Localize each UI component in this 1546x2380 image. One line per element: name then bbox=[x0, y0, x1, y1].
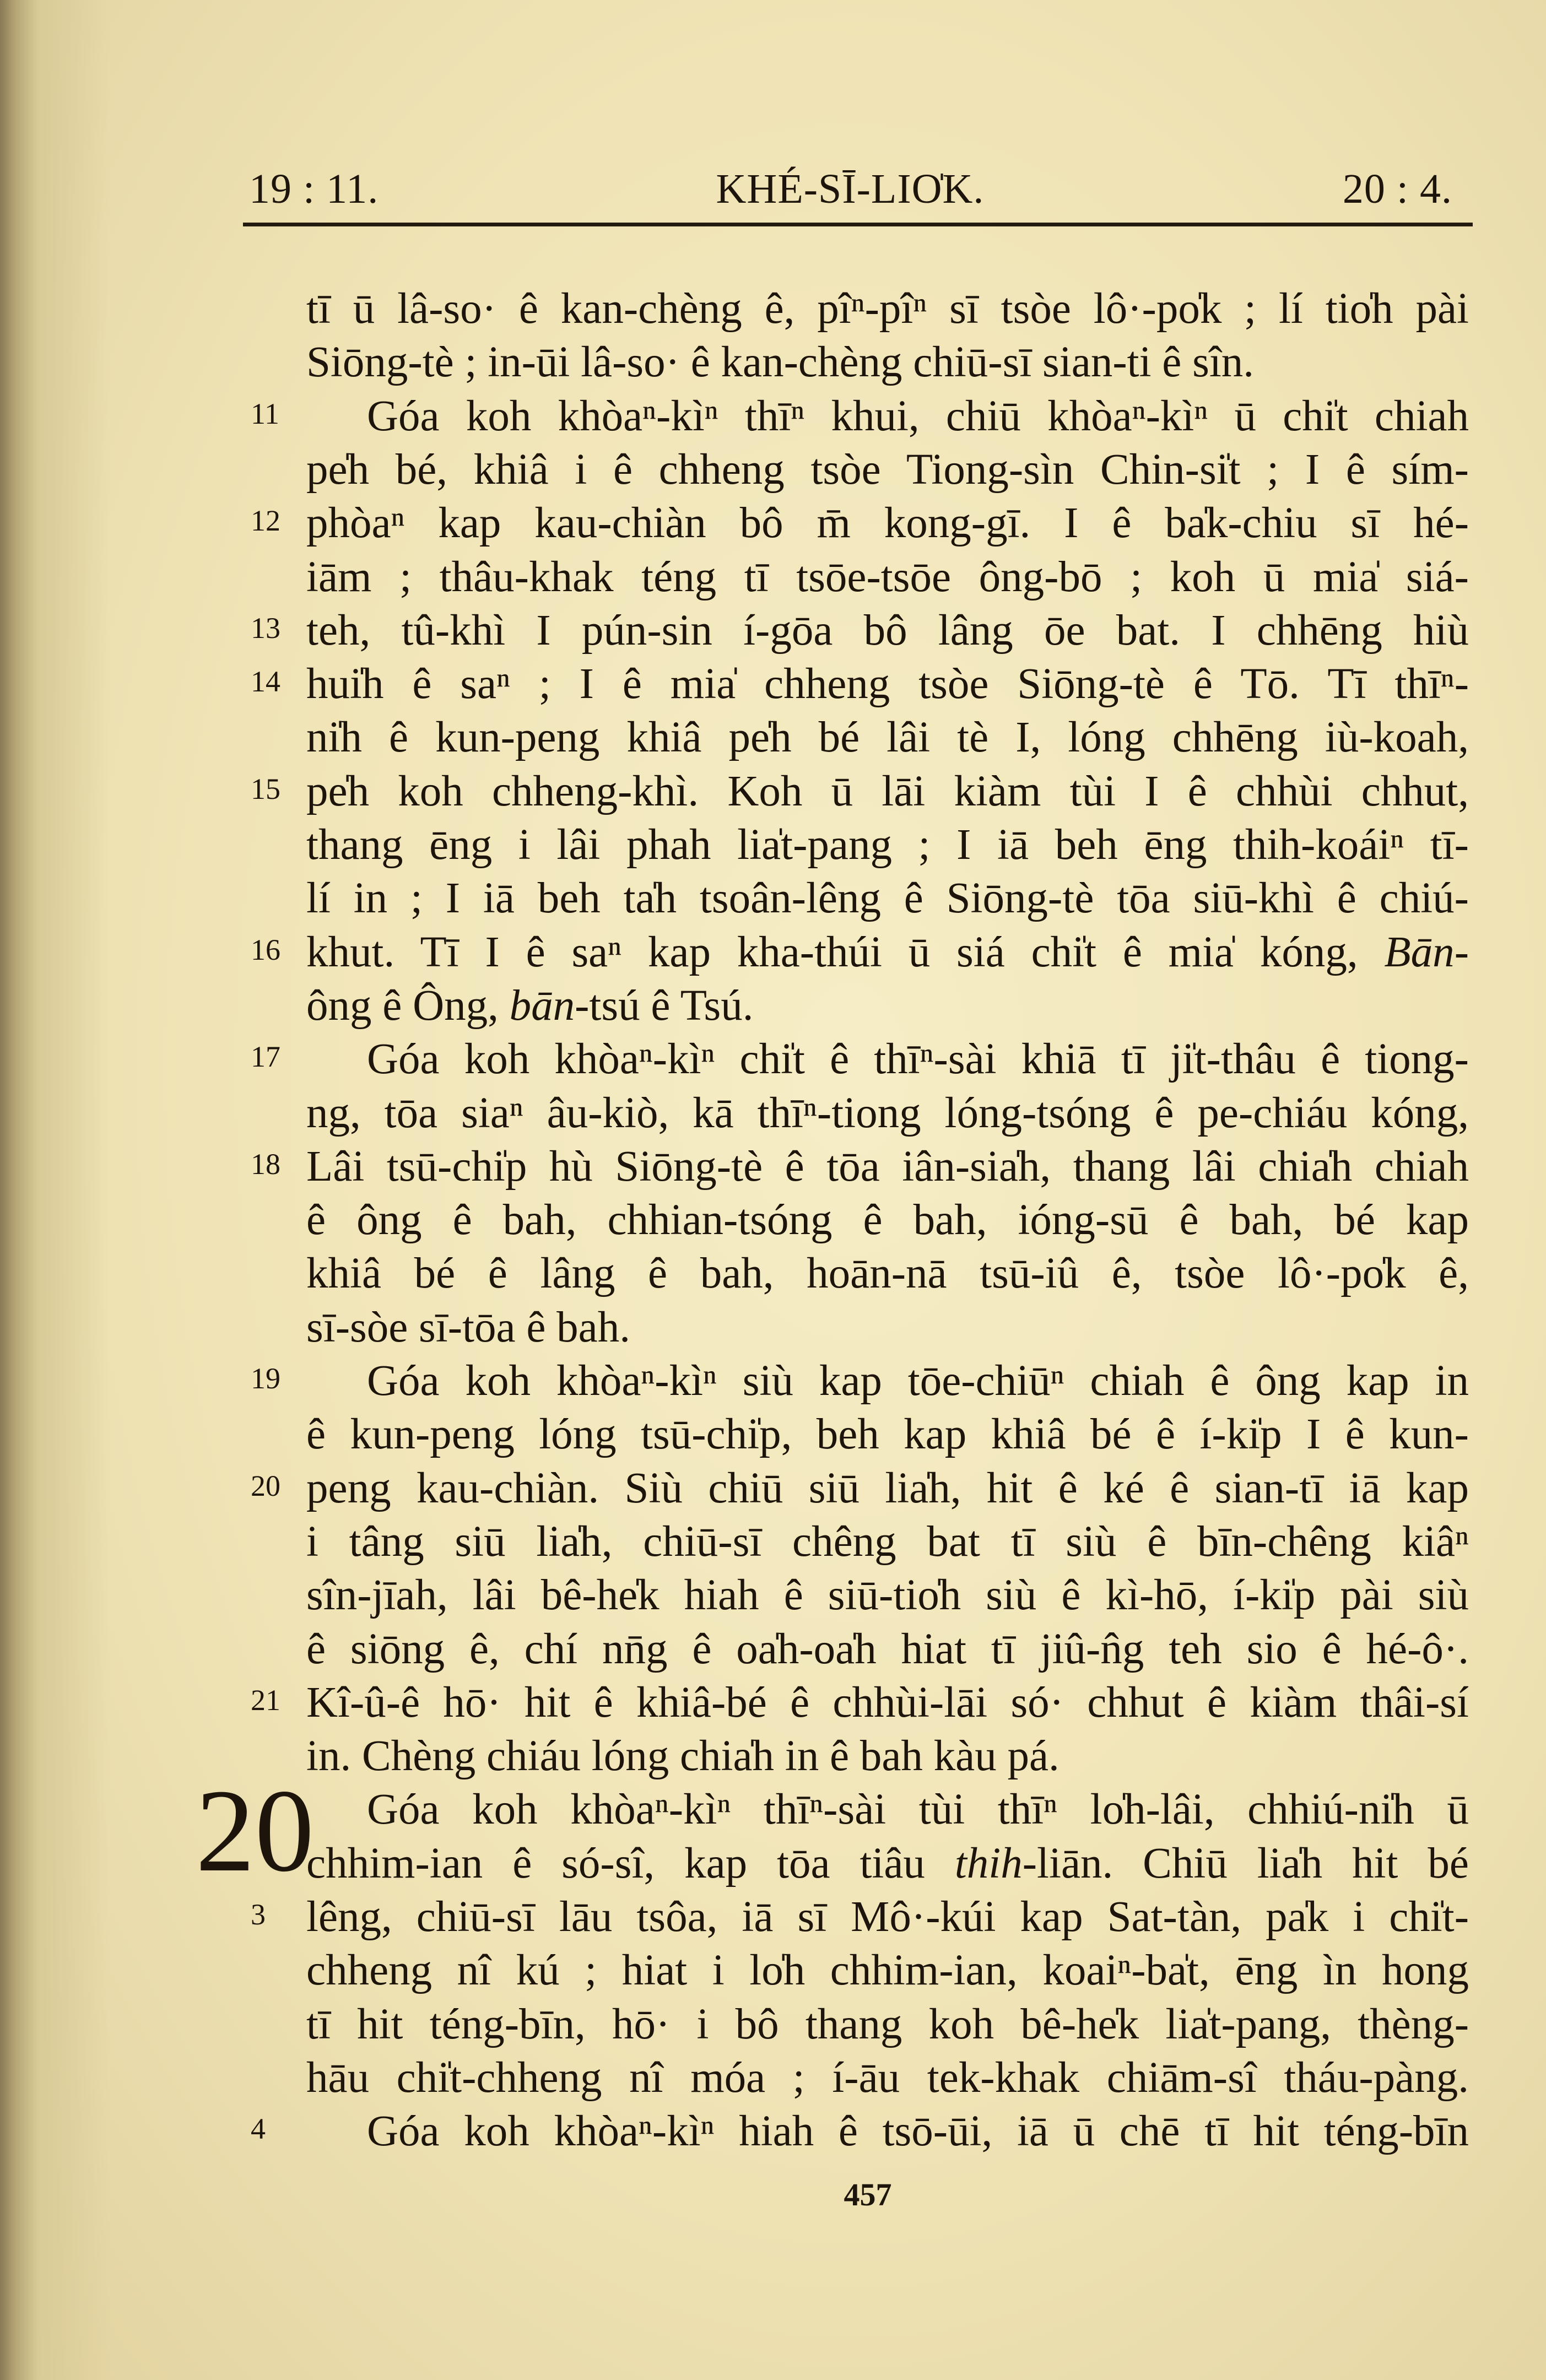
text-line bbox=[306, 2051, 1469, 2105]
line-text: chheng nî kú ; hiat i lo̍h chhim-ian, koaiⁿ-ba̍t, ēng ìn hong bbox=[306, 1946, 1469, 1995]
text-line bbox=[306, 1462, 1469, 1515]
text-line bbox=[306, 390, 1469, 443]
line-text: ng, tōa siaⁿ âu-kiò, kā thīⁿ-tiong lóng-tsóng ê pe-chiáu kóng, bbox=[306, 1089, 1469, 1137]
line-text: - bbox=[1454, 928, 1469, 976]
line-text: khut. Tī I ê saⁿ kap kha-thúi ū siá chi̍t ê mia̍ kóng, bbox=[306, 928, 1385, 976]
line-text: peng kau-chiàn. Siù chiū siū lia̍h, hit ê ké ê sian-tī iā kap bbox=[306, 1464, 1469, 1512]
text-line bbox=[306, 443, 1469, 496]
text-line bbox=[306, 2105, 1469, 2158]
text-line bbox=[306, 979, 1469, 1032]
line-text: sī-sòe sī-tōa ê bah. bbox=[306, 1303, 630, 1351]
text-line bbox=[306, 1354, 1469, 1408]
text-line bbox=[306, 336, 1469, 389]
text-line bbox=[306, 1193, 1469, 1247]
text-line bbox=[306, 1301, 1469, 1354]
italic-text: Bān bbox=[1384, 928, 1455, 976]
line-text: hāu chi̍t-chheng nî móa ; í-āu tek-khak chiām-sî tháu-pàng. bbox=[306, 2053, 1469, 2102]
italic-text: bān bbox=[509, 981, 575, 1030]
text-line bbox=[306, 1408, 1469, 1461]
chapter-number: 20 bbox=[196, 1765, 314, 1896]
text-line bbox=[306, 1729, 1469, 1783]
text-line bbox=[306, 1086, 1469, 1140]
text-line bbox=[306, 872, 1469, 925]
verse-number: 18 bbox=[251, 1147, 280, 1181]
verse-number: 20 bbox=[251, 1469, 280, 1502]
verse-number: 16 bbox=[251, 933, 280, 966]
text-line bbox=[306, 657, 1469, 711]
text-line bbox=[306, 282, 1469, 336]
line-text: lí in ; I iā beh ta̍h tsoân-lêng ê Siōng-tè tōa siū-khì ê chiú- bbox=[306, 874, 1469, 923]
page-number: 457 bbox=[844, 2177, 892, 2213]
line-text: chhim-ian ê só-sî, kap tōa tiâu bbox=[306, 1839, 955, 1887]
text-line bbox=[306, 765, 1469, 818]
header-reference-start: 19 : 11. bbox=[249, 166, 379, 212]
italic-text: thih bbox=[954, 1839, 1023, 1887]
text-line bbox=[306, 1568, 1469, 1622]
line-text: khiâ bé ê lâng ê bah, hoān-nā tsū-iû ê, tsòe lô·-po̍k ê, bbox=[306, 1250, 1469, 1298]
line-text: -liān. Chiū lia̍h hit bé bbox=[1022, 1839, 1469, 1887]
text-line bbox=[306, 1140, 1469, 1193]
header-rule bbox=[243, 223, 1473, 226]
verse-number: 4 bbox=[251, 2112, 266, 2146]
verse-number: 21 bbox=[251, 1683, 280, 1717]
verse-number: 19 bbox=[251, 1362, 280, 1395]
text-line bbox=[306, 711, 1469, 764]
line-text: teh, tû-khì I pún-sin í-gōa bô lâng ōe bat. I chhēng hiù bbox=[306, 606, 1469, 654]
verse-number: 14 bbox=[251, 665, 280, 699]
line-text: -tsú ê Tsú. bbox=[575, 981, 754, 1030]
verse-number: 13 bbox=[251, 611, 280, 645]
line-text: in. Chèng chiáu lóng chia̍h in ê bah kàu pá. bbox=[306, 1732, 1060, 1781]
text-line bbox=[306, 818, 1469, 872]
verse-number: 15 bbox=[251, 772, 280, 805]
line-text: sîn-jīah, lâi bê-he̍k hiah ê siū-tio̍h siù ê kì-hō, í-ki̍p pài siù bbox=[306, 1571, 1469, 1620]
line-text: tī ū lâ-so· ê kan-chèng ê, pîⁿ-pîⁿ sī tsòe lô·-po̍k ; lí tio̍h pài bbox=[306, 285, 1469, 333]
line-text: pe̍h koh chheng-khì. Koh ū lāi kiàm tùi I ê chhùi chhut, bbox=[306, 767, 1469, 815]
line-text: Góa koh khòaⁿ-kìⁿ siù kap tōe-chiūⁿ chiah ê ông kap in bbox=[367, 1357, 1469, 1405]
text-line bbox=[306, 1032, 1469, 1086]
text-line bbox=[306, 1783, 1469, 1836]
line-text: Kî-û-ê hō· hit ê khiâ-bé ê chhùi-lāi só· chhut ê kiàm thâi-sí bbox=[306, 1678, 1469, 1727]
text-line bbox=[306, 1622, 1469, 1676]
text-line bbox=[306, 496, 1469, 550]
text-line bbox=[306, 550, 1469, 604]
text-line bbox=[306, 1247, 1469, 1300]
running-title: KHÉ-SĪ-LIO̍K. bbox=[716, 166, 985, 212]
line-text: Góa koh khòaⁿ-kìⁿ hiah ê tsō-ūi, iā ū chē tī hit téng-bīn bbox=[367, 2107, 1469, 2156]
text-line bbox=[306, 1944, 1469, 1997]
line-text: pe̍h bé, khiâ i ê chheng tsòe Tiong-sìn Chin-si̍t ; I ê sím- bbox=[306, 445, 1469, 494]
line-text: ê kun-peng lóng tsū-chi̍p, beh kap khiâ bé ê í-ki̍p I ê kun- bbox=[306, 1410, 1469, 1459]
line-text: lêng, chiū-sī lāu tsôa, iā sī Mô·-kúi kap Sat-tàn, pa̍k i chi̍t- bbox=[306, 1893, 1469, 1941]
line-text: iām ; thâu-khak téng tī tsōe-tsōe ông-bō ; koh ū mia̍ siá- bbox=[306, 553, 1469, 601]
line-text: Siōng-tè ; in-ūi lâ-so· ê kan-chèng chiū-sī sian-ti ê sîn. bbox=[306, 338, 1255, 387]
line-text: tī hit téng-bīn, hō· i bô thang koh bê-he̍k lia̍t-pang, thèng- bbox=[306, 2000, 1469, 2048]
header-reference-end: 20 : 4. bbox=[1342, 166, 1452, 212]
line-text: phòaⁿ kap kau-chiàn bô m̄ kong-gī. I ê ba̍k-chiu sī hé- bbox=[306, 499, 1469, 548]
text-line bbox=[306, 926, 1469, 979]
line-text: Lâi tsū-chi̍p hù Siōng-tè ê tōa iân-sia̍h, thang lâi chia̍h chiah bbox=[306, 1142, 1469, 1191]
line-text: ni̍h ê kun-peng khiâ pe̍h bé lâi tè I, lóng chhēng iù-koah, bbox=[306, 713, 1469, 762]
text-line bbox=[306, 604, 1469, 657]
line-text: i tâng siū lia̍h, chiū-sī chêng bat tī siù ê bīn-chêng kiâⁿ bbox=[306, 1517, 1469, 1566]
text-line bbox=[306, 1515, 1469, 1568]
verse-number: 11 bbox=[251, 397, 279, 430]
text-line bbox=[306, 1998, 1469, 2051]
line-text: ông ê Ông, bbox=[306, 981, 510, 1030]
line-text: ê ông ê bah, chhian-tsóng ê bah, ióng-sū ê bah, bé kap bbox=[306, 1196, 1469, 1245]
verse-number: 17 bbox=[251, 1040, 280, 1074]
text-line bbox=[306, 1676, 1469, 1729]
line-text: ê siōng ê, chí nn̄g ê oa̍h-oa̍h hiat tī jiû-n̂g teh sio ê hé-ô·. bbox=[306, 1625, 1469, 1673]
line-text: hui̍h ê saⁿ ; I ê mia̍ chheng tsòe Siōng-tè ê Tō. Tī thīⁿ- bbox=[306, 660, 1469, 708]
verse-number: 12 bbox=[251, 504, 280, 538]
line-text: Góa koh khòaⁿ-kìⁿ thīⁿ-sài tùi thīⁿ lo̍h-lâi, chhiú-ni̍h ū bbox=[367, 1786, 1469, 1834]
line-text: Góa koh khòaⁿ-kìⁿ thīⁿ khui, chiū khòaⁿ-kìⁿ ū chi̍t chiah bbox=[367, 392, 1469, 440]
verse-number: 3 bbox=[251, 1898, 266, 1931]
text-line bbox=[306, 1837, 1469, 1890]
text-line bbox=[306, 1890, 1469, 1944]
line-text: Góa koh khòaⁿ-kìⁿ chi̍t ê thīⁿ-sài khiā tī ji̍t-thâu ê tiong- bbox=[367, 1035, 1469, 1084]
line-text: thang ēng i lâi phah lia̍t-pang ; I iā beh ēng thih-koáiⁿ tī- bbox=[306, 821, 1469, 869]
